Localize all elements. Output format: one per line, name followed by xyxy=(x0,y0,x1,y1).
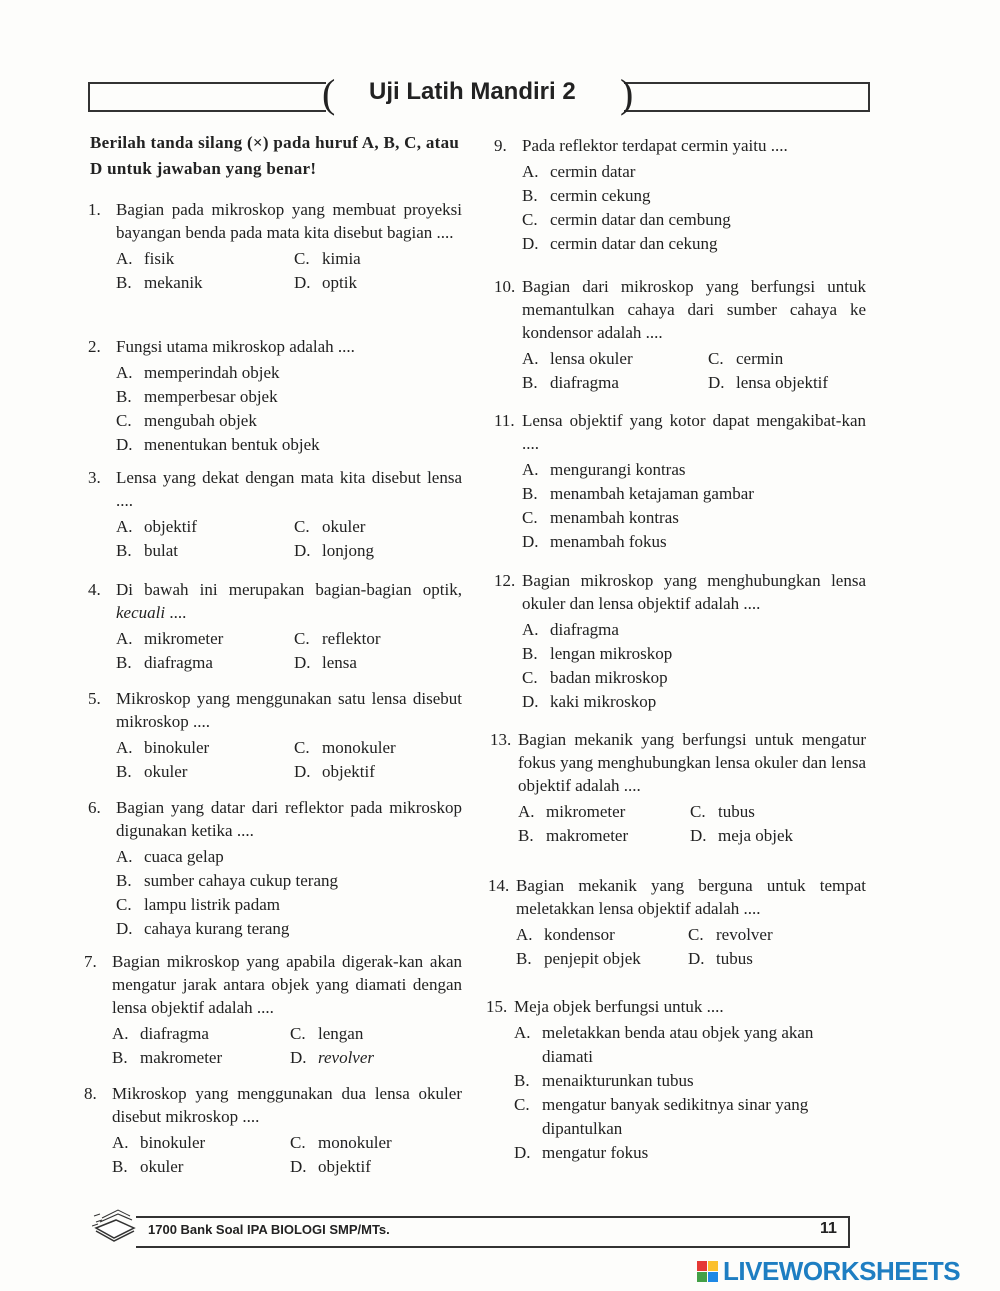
option-b[interactable]: B. memperbesar objek xyxy=(116,387,278,406)
question-number: 6. xyxy=(88,798,101,817)
question-number: 4. xyxy=(88,580,101,599)
question-text: Bagian yang datar dari reflektor pada mikroskop digunakan ketika .... xyxy=(116,798,462,840)
option-d[interactable]: D. lensa xyxy=(294,653,357,672)
question-9 xyxy=(494,134,866,256)
option-a[interactable]: A. memperindah objek xyxy=(116,363,280,382)
option-a[interactable]: A. mengurangi kontras xyxy=(522,460,686,479)
option-a[interactable]: A. cermin datar xyxy=(522,162,636,181)
option-c[interactable]: C. monokuler xyxy=(290,1133,392,1152)
option-a[interactable]: A. meletakkan benda atau objek yang akan diamati xyxy=(514,1023,814,1066)
question-11 xyxy=(494,409,866,554)
option-c[interactable]: C. reflektor xyxy=(294,629,381,648)
liveworksheets-logo-icon xyxy=(697,1261,719,1283)
question-number: 14. xyxy=(488,876,510,895)
question-text: Bagian pada mikroskop yang membuat proyeksi bayangan benda pada mata kita disebut bagian .... xyxy=(116,200,462,242)
option-c[interactable]: C. okuler xyxy=(294,517,366,536)
question-13 xyxy=(490,728,866,848)
option-b[interactable]: B. menambah ketajaman gambar xyxy=(522,484,754,503)
option-c[interactable]: C. badan mikroskop xyxy=(522,668,668,687)
question-15 xyxy=(486,995,866,1165)
option-c[interactable]: C. mengatur banyak sedikitnya sinar yang dipantulkan xyxy=(514,1095,809,1138)
option-a[interactable]: A. fisik xyxy=(116,249,175,268)
question-10 xyxy=(494,275,866,395)
option-b[interactable]: B. bulat xyxy=(116,541,178,560)
page-number: 11 xyxy=(820,1220,837,1237)
option-c[interactable]: C. lengan xyxy=(290,1024,364,1043)
footer-book-title: 1700 Bank Soal IPA BIOLOGI SMP/MTs. xyxy=(148,1222,390,1237)
option-d[interactable]: D. meja objek xyxy=(690,826,794,845)
question-text: Bagian mikroskop yang menghubungkan lensa okuler dan lensa objektif adalah .... xyxy=(522,571,866,613)
option-c[interactable]: C. cermin datar dan cembung xyxy=(522,210,731,229)
option-b[interactable]: B. makrometer xyxy=(112,1048,223,1067)
option-b[interactable]: B. mekanik xyxy=(116,273,203,292)
question-12 xyxy=(494,569,866,714)
option-a[interactable]: A. diafragma xyxy=(522,620,619,639)
option-a[interactable]: A. mikrometer xyxy=(116,629,224,648)
option-c[interactable]: C. monokuler xyxy=(294,738,396,757)
logo-square-blue xyxy=(708,1272,718,1282)
question-text: Pada reflektor terdapat cermin yaitu .... xyxy=(522,136,788,155)
option-a[interactable]: A. diafragma xyxy=(112,1024,209,1043)
option-d[interactable]: D. kaki mikroskop xyxy=(522,692,657,711)
header-left-bracket: ( xyxy=(322,71,336,116)
option-b[interactable]: B. menaikturunkan tubus xyxy=(514,1071,694,1090)
header-right-bracket: ) xyxy=(620,71,634,116)
liveworksheets-text: LIVEWORKSHEETS xyxy=(723,1256,961,1286)
option-a[interactable]: A. objektif xyxy=(116,517,197,536)
question-number: 3. xyxy=(88,468,101,487)
question-text: Di bawah ini merupakan bagian-bagian optik, kecuali .... xyxy=(116,580,462,622)
question-1 xyxy=(88,198,462,295)
question-number: 9. xyxy=(494,136,507,155)
option-d[interactable]: D. mengatur fokus xyxy=(514,1143,649,1162)
option-a[interactable]: A. binokuler xyxy=(112,1133,206,1152)
question-number: 7. xyxy=(84,952,97,971)
option-b[interactable]: B. penjepit objek xyxy=(516,949,641,968)
question-text: Mikroskop yang menggunakan satu lensa disebut mikroskop .... xyxy=(116,689,462,731)
header-bar-right xyxy=(624,82,870,112)
question-14 xyxy=(488,874,866,971)
option-a[interactable]: A. mikrometer xyxy=(518,802,626,821)
question-text: Lensa yang dekat dengan mata kita disebut lensa .... xyxy=(116,468,462,510)
option-b[interactable]: B. diafragma xyxy=(116,653,213,672)
option-b[interactable]: B. diafragma xyxy=(522,373,619,392)
option-b[interactable]: B. lengan mikroskop xyxy=(522,644,673,663)
question-text: Mikroskop yang menggunakan dua lensa okuler disebut mikroskop .... xyxy=(112,1084,462,1126)
logo-square-red xyxy=(697,1261,707,1271)
question-text: Meja objek berfungsi untuk .... xyxy=(514,997,724,1016)
question-number: 10. xyxy=(494,277,516,296)
option-c[interactable]: C. tubus xyxy=(690,802,755,821)
option-a[interactable]: A. cuaca gelap xyxy=(116,847,224,866)
question-text: Lensa objektif yang kotor dapat mengakibat-kan .... xyxy=(522,411,866,453)
question-number: 1. xyxy=(88,200,101,219)
option-d[interactable]: D. tubus xyxy=(688,949,753,968)
option-c[interactable]: C. kimia xyxy=(294,249,361,268)
question-6 xyxy=(88,796,462,941)
question-number: 8. xyxy=(84,1084,97,1103)
option-d[interactable]: D. optik xyxy=(294,273,357,292)
option-b[interactable]: B. makrometer xyxy=(518,826,629,845)
option-d[interactable]: D. cahaya kurang terang xyxy=(116,919,290,938)
option-b[interactable]: B. sumber cahaya cukup terang xyxy=(116,871,338,890)
question-text: Bagian mekanik yang berguna untuk tempat meletakkan lensa objektif adalah .... xyxy=(516,876,866,918)
option-d[interactable]: D. objektif xyxy=(290,1157,371,1176)
question-number: 15. xyxy=(486,997,508,1016)
question-text: Bagian dari mikroskop yang berfungsi untuk memantulkan cahaya dari sumber cahaya ke kondensor adalah .... xyxy=(522,277,866,342)
question-text: Bagian mekanik yang berfungsi untuk mengatur fokus yang menghubungkan lensa okuler dan lensa objektif adalah .... xyxy=(518,730,866,795)
option-d[interactable]: D. lensa objektif xyxy=(708,373,829,392)
question-number: 5. xyxy=(88,689,101,708)
option-d[interactable]: D. objektif xyxy=(294,762,375,781)
question-5 xyxy=(88,687,462,784)
option-d[interactable]: D. menambah fokus xyxy=(522,532,667,551)
option-b[interactable]: B. okuler xyxy=(112,1157,184,1176)
option-b[interactable]: B. cermin cekung xyxy=(522,186,651,205)
option-a[interactable]: A. binokuler xyxy=(116,738,210,757)
option-d[interactable]: D. menentukan bentuk objek xyxy=(116,435,320,454)
question-3 xyxy=(88,466,462,563)
page-title: Uji Latih Mandiri 2 xyxy=(369,78,576,105)
question-7 xyxy=(84,950,462,1070)
option-c[interactable]: C. revolver xyxy=(688,925,773,944)
header-bar-left xyxy=(88,82,326,112)
option-c[interactable]: C. cermin xyxy=(708,349,784,368)
question-8 xyxy=(84,1082,462,1179)
logo-square-green xyxy=(697,1272,707,1282)
question-number: 11. xyxy=(494,411,515,430)
logo-square-yellow xyxy=(708,1261,718,1271)
question-text: Bagian mikroskop yang apabila digerak-kan akan mengatur jarak antara objek yang diamati dengan lensa objektif adalah .... xyxy=(112,952,462,1017)
option-c[interactable]: C. menambah kontras xyxy=(522,508,679,527)
question-4 xyxy=(88,578,462,675)
question-text: Fungsi utama mikroskop adalah .... xyxy=(116,337,355,356)
option-d[interactable]: D. revolver xyxy=(290,1048,375,1067)
question-number: 2. xyxy=(88,337,101,356)
option-a[interactable]: A. kondensor xyxy=(516,925,615,944)
book-icon xyxy=(92,1198,138,1244)
question-number: 13. xyxy=(490,730,512,749)
option-c[interactable]: C. mengubah objek xyxy=(116,411,257,430)
option-a[interactable]: A. lensa okuler xyxy=(522,349,633,368)
instruction-text: Berilah tanda silang (×) pada huruf A, B, C, atau D untuk jawaban yang benar! xyxy=(90,133,460,178)
option-d[interactable]: D. cermin datar dan cekung xyxy=(522,234,718,253)
option-d[interactable]: D. lonjong xyxy=(294,541,374,560)
option-b[interactable]: B. okuler xyxy=(116,762,188,781)
question-number: 12. xyxy=(494,571,516,590)
question-2 xyxy=(88,335,462,457)
liveworksheets-watermark[interactable] xyxy=(697,1256,960,1287)
option-c[interactable]: C. lampu listrik padam xyxy=(116,895,280,914)
